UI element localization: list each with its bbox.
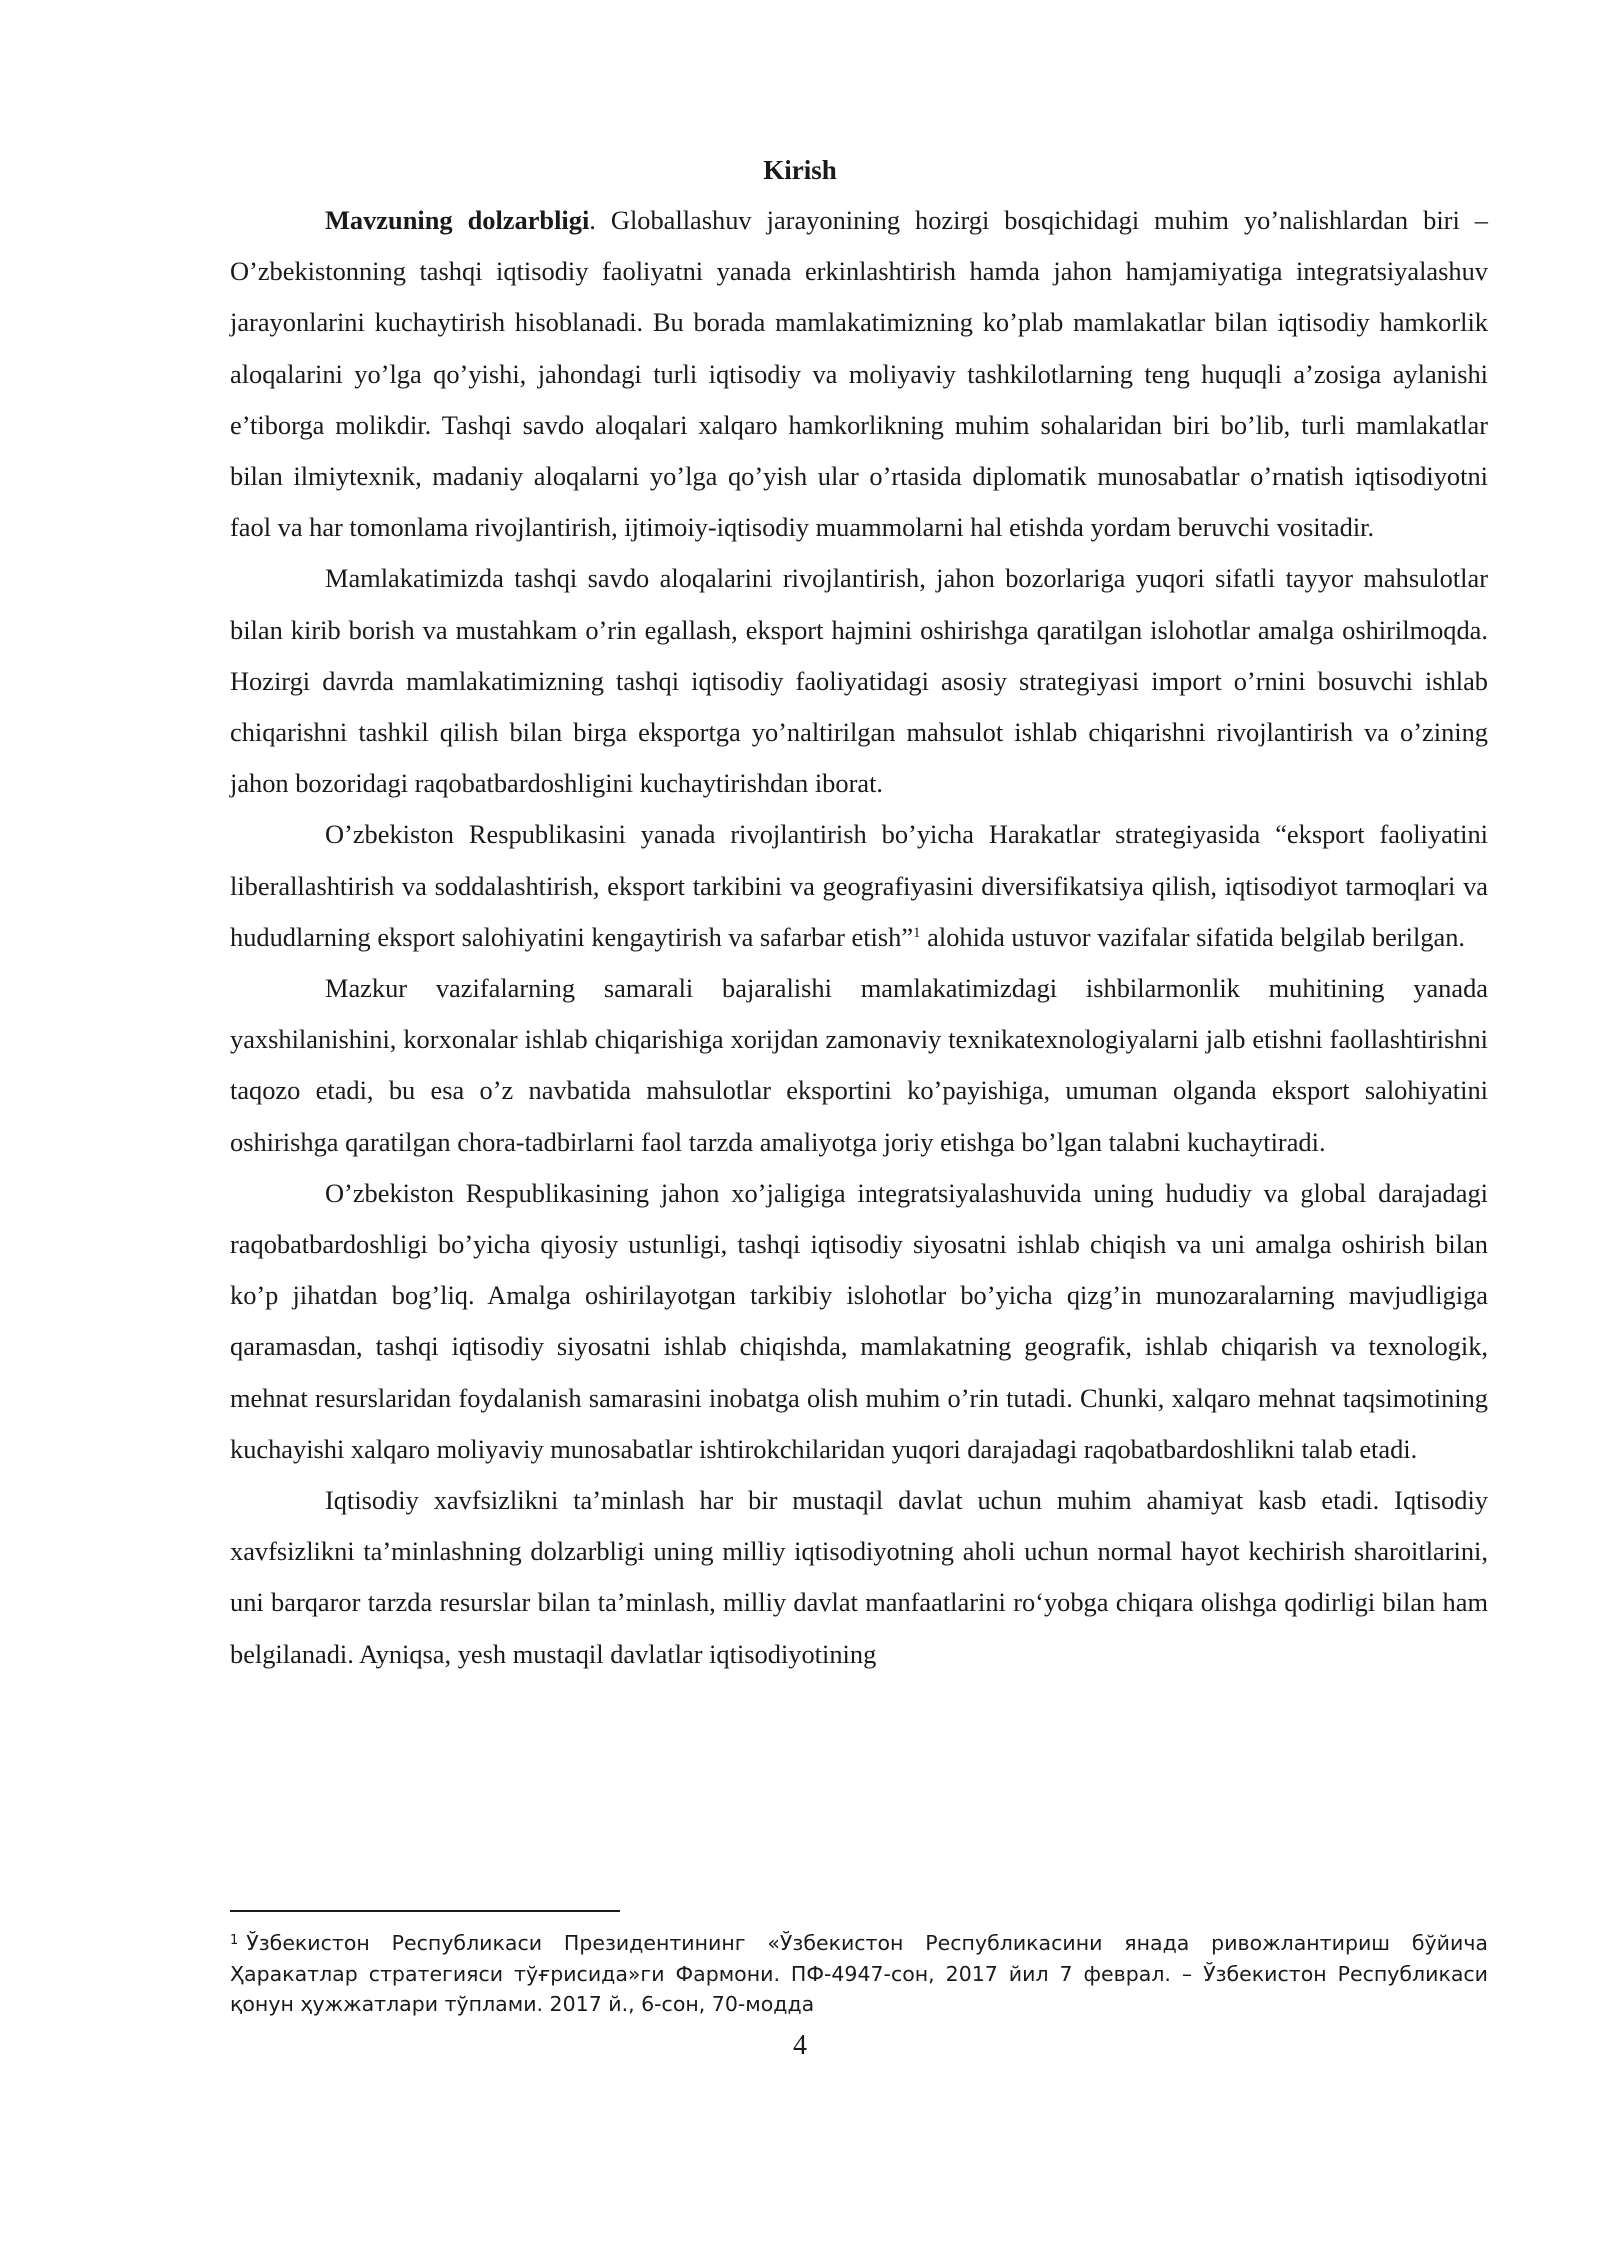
paragraph-economic-security: Iqtisodiy xavfsizlikni ta’minlash har bir mustaqil davlat uchun muhim ahamiyat kasb etadi. Iqtisodiy xavfsizlikni ta’minlashning dolzarbligi uning milliy iqtisodiyotning aholi uchun normal hayot kechirish sharoitlarini, uni barqaror tarzda resurslar bilan ta’minlash, milliy davlat manfaatlarini ro‘yobga chiqara olishga qodirligi bilan ham belgilanadi. Ayniqsa, yesh mustaqil davlatlar iqtisodiyotining: [230, 1485, 1488, 1669]
page-number: 4: [793, 2030, 807, 2061]
footnote-separator: [230, 1910, 620, 1912]
footnote-reference[interactable]: 1: [913, 924, 921, 941]
paragraph-text: alohida ustuvor vazifalar sifatida belgilab berilgan.: [920, 921, 1466, 952]
paragraph-trade-relations: Mamlakatimizda tashqi savdo aloqalarini rivojlantirish, jahon bozorlariga yuqori sifatli tayyor mahsulotlar bilan kirib borish va mustahkam o’rin egallash, eksport hajmini oshirishga qaratilgan islohotlar amalga oshirilmoqda. Hozirgi davrda mamlakatimizning tashqi iqtisodiy faoliyatidagi asosiy strategiyasi import o’rnini bosuvchi ishlab chiqarishni tashkil qilish bilan birga eksportga yo’naltirilgan mahsulot ishlab chiqarishni rivojlantirish va o’zining jahon bozoridagi raqobatbardoshligini kuchaytirishdan iborat.: [230, 563, 1488, 799]
paragraph-text: O’zbekiston Respublikasini yanada rivojlantirish bo’yicha Harakatlar strategiyasida “eksport faoliyatini liberallashtirish va soddalashtirish, eksport tarkibini va geografiyasini diversifikatsiya qilish, iqtisodiyot tarmoqlari va hududlarning eksport salohiyatini kengaytirish va safarbar etish”: [230, 819, 1488, 952]
section-title: Kirish: [763, 155, 837, 185]
paragraph-integration: O’zbekiston Respublikasining jahon xo’jaligiga integratsiyalashuvida uning hududiy va global darajadagi raqobatbardoshligi bo’yicha qiyosiy ustunligi, tashqi iqtisodiy siyosatni ishlab chiqish va uni amalga oshirish bilan ko’p jihatdan bog’liq. Amalga oshirilayotgan tarkibiy islohotlar bo’yicha qizg’in munozaralarning mavjudligiga qaramasdan, tashqi iqtisodiy siyosatni ishlab chiqishda, mamlakatning geografik, ishlab chiqarish va texnologik, mehnat resurslaridan foydalanish samarasini inobatga olish muhim o’rin tutadi. Chunki, xalqaro mehnat taqsimotining kuchayishi xalqaro moliyaviy munosabatlar ishtirokchilaridan yuqori darajadagi raqobatbardoshlikni talab etadi.: [230, 1177, 1488, 1464]
body-text: [230, 195, 1488, 1680]
footnote-text: Ўзбекистон Республикаси Президентининг «Ўзбекистон Республикасини янада ривожлантириш бўйича Ҳаракатлар стратегияси тўғрисида»ги Фармони. ПФ-4947-сон, 2017 йил 7 феврал. – Ўзбекистон Республикаси қонун ҳужжатлари тўплами. 2017 й., 6-сон, 70-модда: [230, 1931, 1488, 2016]
paragraph-text: . Globallashuv jarayonining hozirgi bosqichidagi muhim yo’nalishlardan biri – O’zbekistonning tashqi iqtisodiy faoliyatni yanada erkinlashtirish hamda jahon hamjamiyatiga integratsiyalashuv jarayonlarini kuchaytirish hisoblanadi. Bu borada mamlakatimizning ko’plab mamlakatlar bilan iqtisodiy hamkorlik aloqalarini yo’lga qo’yishi, jahondagi turli iqtisodiy va moliyaviy tashkilotlarning teng huquqli a’zosiga aylanishi e’tiborga molikdir. Tashqi savdo aloqalari xalqaro hamkorlikning muhim sohalaridan biri bo’lib, turli mamlakatlar bilan ilmiytexnik, madaniy aloqalarni yo’lga qo’yish ular o’rtasida diplomatik munosabatlar o’rnatish iqtisodiyotni faol va har tomonlama rivojlantirish, ijtimoiy-iqtisodiy muammolarni hal etishda yordam beruvchi vositadir.: [230, 205, 1488, 543]
paragraph-relevance: [230, 195, 1488, 553]
paragraph-business-environment: Mazkur vazifalarning samarali bajaralishi mamlakatimizdagi ishbilarmonlik muhitining yanada yaxshilanishini, korxonalar ishlab chiqarishiga xorijdan zamonaviy texnikatexnologiyalarni jalb etishni faollashtirishni taqozo etadi, bu esa o’z navbatida mahsulotlar eksportini ko’payishiga, umuman olganda eksport salohiyatini oshirishga qaratilgan chora-tadbirlarni faol tarzda amaliyotga joriy etishga bo’lgan talabni kuchaytiradi.: [230, 973, 1488, 1157]
footnote: [230, 1928, 1488, 2020]
footnote-number: 1: [230, 1933, 239, 1948]
paragraph-lead-heading: Mavzuning dolzarbligi: [325, 205, 590, 235]
paragraph-action-strategy: [230, 809, 1488, 963]
